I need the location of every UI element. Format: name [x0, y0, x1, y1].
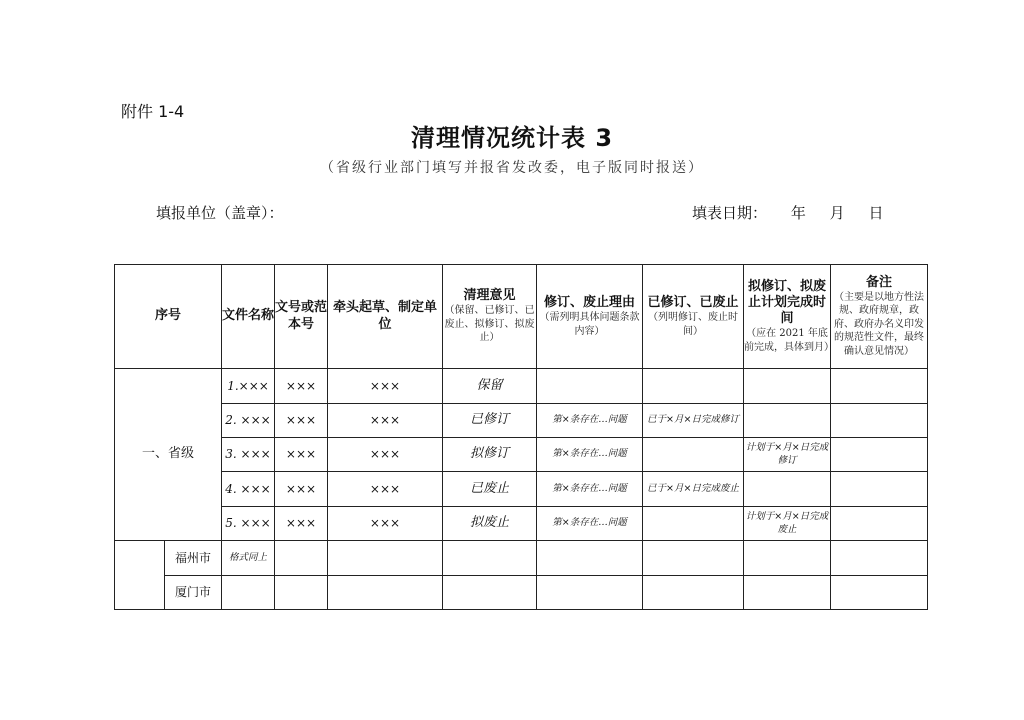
cell-plan — [744, 404, 831, 438]
cell-file-name: 1.××× — [222, 369, 275, 404]
cell-plan — [744, 541, 831, 576]
cell-remark — [831, 404, 928, 438]
cell-done — [643, 507, 744, 541]
table-row — [115, 369, 928, 404]
statistics-table — [114, 264, 928, 610]
header-remark — [831, 265, 928, 369]
header-file-name: 文件名称 — [222, 265, 275, 369]
cell-lead-unit — [328, 541, 443, 576]
cell-remark — [831, 507, 928, 541]
cell-file-name: 格式同上 — [222, 541, 275, 576]
page-title: 清理情况统计表 3 — [410, 124, 614, 152]
cell-file-name: 2. ××× — [222, 404, 275, 438]
header-lead-unit: 牵头起草、制定单位 — [328, 265, 443, 369]
table-row — [115, 438, 928, 472]
cell-reason: 第×条存在…问题 — [537, 404, 643, 438]
cell-doc-no: ××× — [275, 507, 328, 541]
cell-opinion: 拟废止 — [443, 507, 537, 541]
header-done — [643, 265, 744, 369]
cell-opinion — [443, 576, 537, 610]
cell-doc-no — [275, 576, 328, 610]
cell-remark — [831, 576, 928, 610]
cell-done — [643, 541, 744, 576]
table-row — [115, 507, 928, 541]
cell-opinion: 已废止 — [443, 472, 537, 507]
cell-opinion: 已修订 — [443, 404, 537, 438]
attachment-number: 附件 1-4 — [121, 102, 185, 121]
table-row — [115, 472, 928, 507]
city-name: 厦门市 — [165, 576, 222, 610]
header-doc-no: 文号或范本号 — [275, 265, 328, 369]
header-reason — [537, 265, 643, 369]
table-header-row — [115, 265, 928, 369]
cell-plan — [744, 369, 831, 404]
header-done-title: 已修订、已废止 — [647, 294, 739, 310]
cell-lead-unit: ××× — [328, 369, 443, 404]
cell-reason: 第×条存在…问题 — [537, 438, 643, 472]
header-plan-title: 拟修订、拟废止计划完成时间 — [747, 278, 826, 327]
cell-opinion — [443, 541, 537, 576]
header-opinion-note: （保留、已修订、已废止、拟修订、拟废止） — [444, 305, 535, 344]
cell-remark — [831, 541, 928, 576]
cell-doc-no: ××× — [275, 438, 328, 472]
cell-file-name: 3. ××× — [222, 438, 275, 472]
cell-opinion: 拟修订 — [443, 438, 537, 472]
cell-doc-no — [275, 541, 328, 576]
table-row-city — [115, 576, 928, 610]
cell-lead-unit — [328, 576, 443, 610]
cell-doc-no: ××× — [275, 404, 328, 438]
cell-remark — [831, 438, 928, 472]
group-label: 一、省级 — [115, 369, 222, 541]
city-name: 福州市 — [165, 541, 222, 576]
header-reason-note: （需列明具体问题条款内容） — [539, 312, 640, 337]
cell-done — [643, 369, 744, 404]
cell-lead-unit: ××× — [328, 507, 443, 541]
cell-reason — [537, 369, 643, 404]
header-done-note: （列明修订、废止时间） — [648, 312, 738, 337]
cell-done: 已于×月×日完成废止 — [643, 472, 744, 507]
cell-reason: 第×条存在…问题 — [537, 507, 643, 541]
fill-date-label: 填表日期： 年 月 日 — [692, 204, 884, 222]
header-plan — [744, 265, 834, 369]
cell-done — [643, 438, 744, 472]
cell-plan: 计划于×月×日完成修订 — [744, 438, 831, 472]
table-row — [115, 404, 928, 438]
cell-remark — [831, 472, 928, 507]
cell-doc-no: ××× — [275, 369, 328, 404]
cell-reason — [537, 576, 643, 610]
header-opinion — [443, 265, 537, 369]
header-reason-title: 修订、废止理由 — [543, 294, 635, 310]
cell-lead-unit: ××× — [328, 404, 443, 438]
cell-doc-no: ××× — [275, 472, 328, 507]
page-subtitle: （省级行业部门填写并报省发改委，电子版同时报送） — [320, 160, 704, 176]
city-group-cell — [115, 541, 165, 610]
cell-done: 已于×月×日完成修订 — [643, 404, 744, 438]
cell-lead-unit: ××× — [328, 438, 443, 472]
reporting-unit-label: 填报单位（盖章）： — [156, 204, 284, 222]
header-seq: 序号 — [115, 265, 222, 369]
cell-plan: 计划于×月×日完成废止 — [744, 507, 831, 541]
cell-reason — [537, 541, 643, 576]
table-row-city — [115, 541, 928, 576]
header-plan-note: （应在 2021 年底前完成，具体到月） — [744, 328, 834, 353]
cell-plan — [744, 472, 831, 507]
header-remark-title: 备注 — [865, 274, 892, 290]
header-remark-note: （主要是以地方性法规、政府规章，政府、政府办名义印发的规范性文件，最终确认意见情况） — [834, 291, 924, 357]
cell-opinion: 保留 — [443, 369, 537, 404]
cell-lead-unit: ××× — [328, 472, 443, 507]
cell-file-name: 4. ××× — [222, 472, 275, 507]
cell-file-name: 5. ××× — [222, 507, 275, 541]
header-opinion-title: 清理意见 — [463, 288, 516, 304]
cell-plan — [744, 576, 831, 610]
cell-done — [643, 576, 744, 610]
cell-remark — [831, 369, 928, 404]
cell-file-name — [222, 576, 275, 610]
cell-reason: 第×条存在…问题 — [537, 472, 643, 507]
